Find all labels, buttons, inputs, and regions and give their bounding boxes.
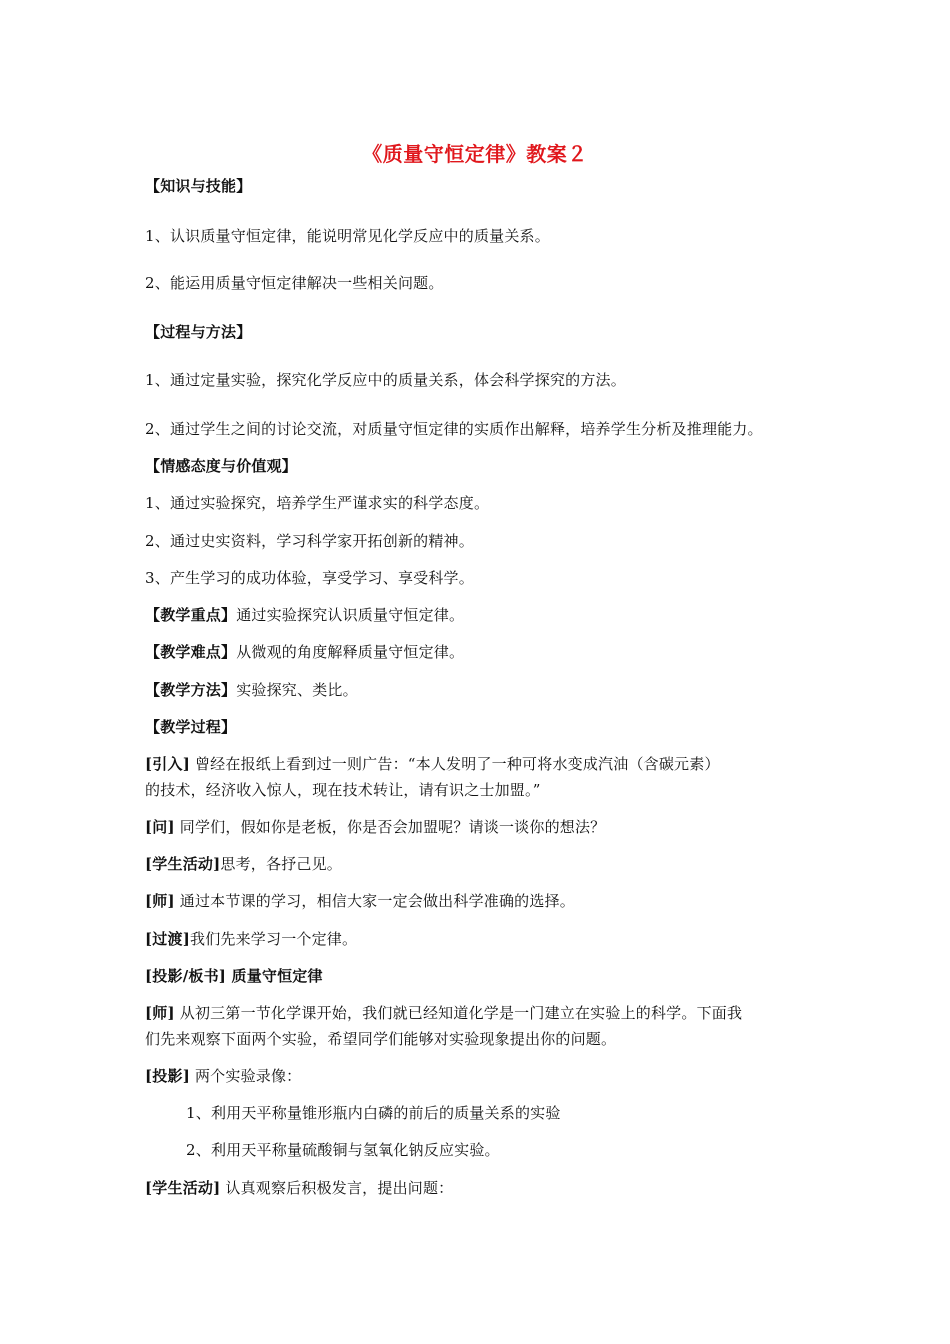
process-item-2: 2、通过学生之间的讨论交流，对质量守恒定律的实质作出解释，培养学生分析及推理能力。: [145, 420, 763, 438]
teaching-method-text: 实验探究、类比。: [236, 681, 358, 699]
section-heading-teaching-process: 【教学过程】: [145, 718, 237, 736]
transition-paragraph: [145, 929, 357, 949]
student-activity-1-label: [学生活动]: [145, 855, 221, 873]
student-activity-1: [145, 854, 342, 874]
teaching-key-point: [145, 605, 464, 625]
intro-paragraph-line-2: 的技术，经济收入惊人，现在技术转让，请有识之士加盟。”: [145, 781, 541, 799]
intro-label: [引入]: [145, 755, 190, 773]
experiment-item-2: 2、利用天平称量硫酸铜与氢氧化钠反应实验。: [186, 1141, 500, 1159]
knowledge-item-2: 2、能运用质量守恒定律解决一些相关问题。: [145, 274, 444, 292]
experiment-item-1: 1、利用天平称量锥形瓶内白磷的前后的质量关系的实验: [186, 1104, 561, 1122]
projection-board-label: [投影/板书]: [145, 967, 227, 985]
teaching-method: [145, 680, 358, 700]
teaching-difficulty: [145, 642, 464, 662]
question-text: 同学们，假如你是老板，你是否会加盟呢？请谈一谈你的想法？: [174, 818, 606, 836]
teaching-key-label: 【教学重点】: [145, 606, 237, 624]
transition-text: 我们先来学习一个定律。: [190, 930, 358, 948]
teacher-paragraph-2-line-1: [145, 1003, 742, 1023]
intro-paragraph-line-1: [145, 754, 720, 774]
projection-board-paragraph: [145, 966, 323, 986]
attitude-item-3: 3、产生学习的成功体验，享受学习、享受科学。: [145, 569, 474, 587]
section-heading-attitude: 【情感态度与价值观】: [145, 457, 298, 475]
question-paragraph: [145, 817, 605, 837]
knowledge-item-1: 1、认识质量守恒定律，能说明常见化学反应中的质量关系。: [145, 227, 550, 245]
teacher-paragraph-1: [145, 891, 575, 911]
section-heading-knowledge: 【知识与技能】: [145, 177, 252, 195]
teacher-1-label: [师]: [145, 892, 175, 910]
question-label: [问]: [145, 818, 175, 836]
teacher-2-label: [师]: [145, 1004, 175, 1022]
teaching-difficulty-label: 【教学难点】: [145, 643, 237, 661]
process-item-1: 1、通过定量实验，探究化学反应中的质量关系，体会科学探究的方法。: [145, 371, 626, 389]
attitude-item-2: 2、通过史实资料，学习科学家开拓创新的精神。: [145, 532, 474, 550]
student-activity-2-label: [学生活动]: [145, 1179, 221, 1197]
teacher-1-text: 通过本节课的学习，相信大家一定会做出科学准确的选择。: [174, 892, 575, 910]
transition-label: [过渡]: [145, 930, 190, 948]
projection-label: [投影]: [145, 1067, 190, 1085]
student-activity-2-text: 认真观察后积极发言，提出问题：: [220, 1179, 454, 1197]
intro-text-1: 曾经在报纸上看到过一则广告：“本人发明了一种可将水变成汽油（含碳元素）: [190, 755, 720, 773]
document-title: 《质量守恒定律》教案２: [362, 142, 588, 166]
teaching-key-text: 通过实验探究认识质量守恒定律。: [236, 606, 465, 624]
teaching-method-label: 【教学方法】: [145, 681, 237, 699]
attitude-item-1: 1、通过实验探究，培养学生严谨求实的科学态度。: [145, 494, 490, 512]
projection-text: 两个实验录像：: [190, 1067, 302, 1085]
student-activity-1-text: 思考，各抒己见。: [220, 855, 343, 873]
projection-paragraph: [145, 1066, 301, 1086]
projection-board-text: 质量守恒定律: [226, 967, 323, 985]
teacher-paragraph-2-line-2: 们先来观察下面两个实验，希望同学们能够对实验现象提出你的问题。: [145, 1030, 617, 1048]
teaching-difficulty-text: 从微观的角度解释质量守恒定律。: [236, 643, 465, 661]
student-activity-2: [145, 1178, 453, 1198]
teacher-2-text-1: 从初三第一节化学课开始，我们就已经知道化学是一门建立在实验上的科学。下面我: [174, 1004, 743, 1022]
section-heading-process: 【过程与方法】: [145, 323, 252, 341]
